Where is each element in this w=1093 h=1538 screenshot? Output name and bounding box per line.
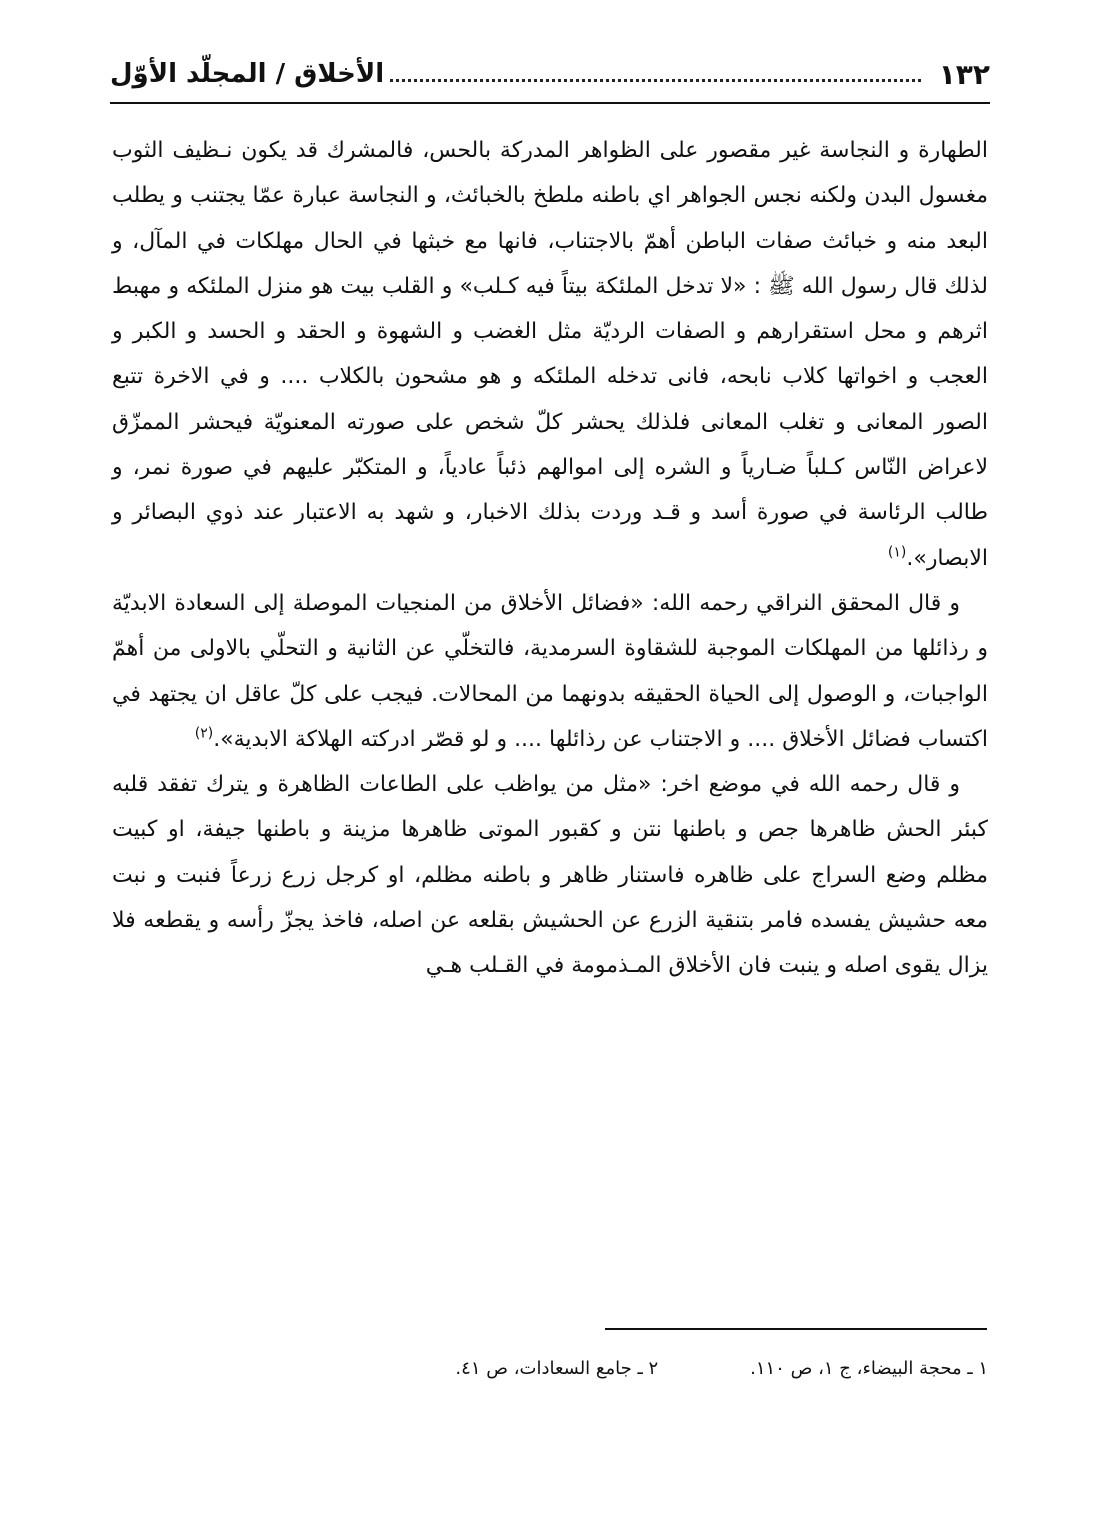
leader-dots [390,67,921,82]
running-title: الأخلاق / المجلّد الأوّل [110,59,385,89]
header-rule [110,102,990,104]
main-text [112,128,988,989]
paragraph-1 [112,128,988,581]
page-header [110,52,990,96]
paragraph-text: و قال رحمه الله في موضع اخر: «مثل من يواظب على الطاعات الظاهرة و يترك تفقد قلبه كبئر الحش ظاهرها جص و باطنها نتن و كقبور الموتى ظاهرها مزينة و باطنها جيفة، او كبيت مظلم وضع السراج على ظاهره فاستنار ظاهر و باطنه مظلم، او كرجل زرع زرعاً فنبت و نبت معه حشيش يفسده فامر بتنقية الزرع عن الحشيش بقلعه عن اصله، فاخذ يجزّ رأسه و يقطعه فلا يزال يقوى اصله و ينبت فان الأخلاق المـذمومة في القـلب هـي [112,772,988,979]
footnote-2: ٢ ـ جامع السعادات، ص ٤١. [455,1358,659,1379]
paragraph-2 [112,581,988,762]
footnote-ref-1: (١) [887,544,907,561]
footnote-ref-2: (٢) [194,725,214,742]
paragraph-text: الطهارة و النجاسة غير مقصور على الظواهر المدركة بالحس، فالمشرك قد يكون نـظيف الثوب مغسول البدن ولكنه نجس الجواهر اي باطنه ملطخ بالخبائث، و النجاسة عبارة عمّا يجتنب و يطلب البعد منه و خبائث صفات الباطن أهمّ بالاجتناب، فانها مع خبثها في الحال مهلكات في المآل، و لذلك قال رسول الله ﷺ : «لا تدخل الملئكة بيتاً فيه كـلب» و القلب بيت هو منزل الملئكه و مهبط اثرهم و محل استقرارهم و الصفات الرديّة مثل الغضب و الشهوة و الحقد و الحسد و الكبر و العجب و اخواتها كلاب نابحه، فانى تدخله الملئكه و هو مشحون بالكلاب .... و في الاخرة تتبع الصور المعانى و تغلب المعانى فلذلك يحشر كلّ شخص على صورته المعنويّة فيحشر الممزّق لاعراض النّاس كـلباً ضـارياً و الشره إلى اموالهم ذئباً عادياً، و المتكبّر عليهم في صورة نمر، و طالب الرئاسة في صورة أسد و قـد وردت بذلك الاخبار، و شهد به الاعتبار عند ذوي البصائر و الابصار». [112,138,988,571]
paragraph-3 [112,762,988,988]
footnotes [270,1358,988,1379]
page-number: ١٣٢ [938,57,990,91]
footnote-1: ١ ـ محجة البيضاء، ج ١، ص ١١٠. [750,1358,988,1379]
paragraph-text: و قال المحقق النراقي رحمه الله: «فضائل الأخلاق من المنجيات الموصلة إلى السعادة الابديّة و رذائلها من المهلكات الموجبة للشقاوة السرمدية، فالتخلّي عن الثانية و التحلّي بالاولى من أهمّ الواجبات، و الوصول إلى الحياة الحقيقه بدونهما من المحالات. فيجب على كلّ عاقل ان يجتهد في اكتساب فضائل الأخلاق .... و الاجتناب عن رذائلها .... و لو قصّر ادركته الهلاكة الابدية». [112,590,988,752]
footnote-rule [605,1328,987,1330]
